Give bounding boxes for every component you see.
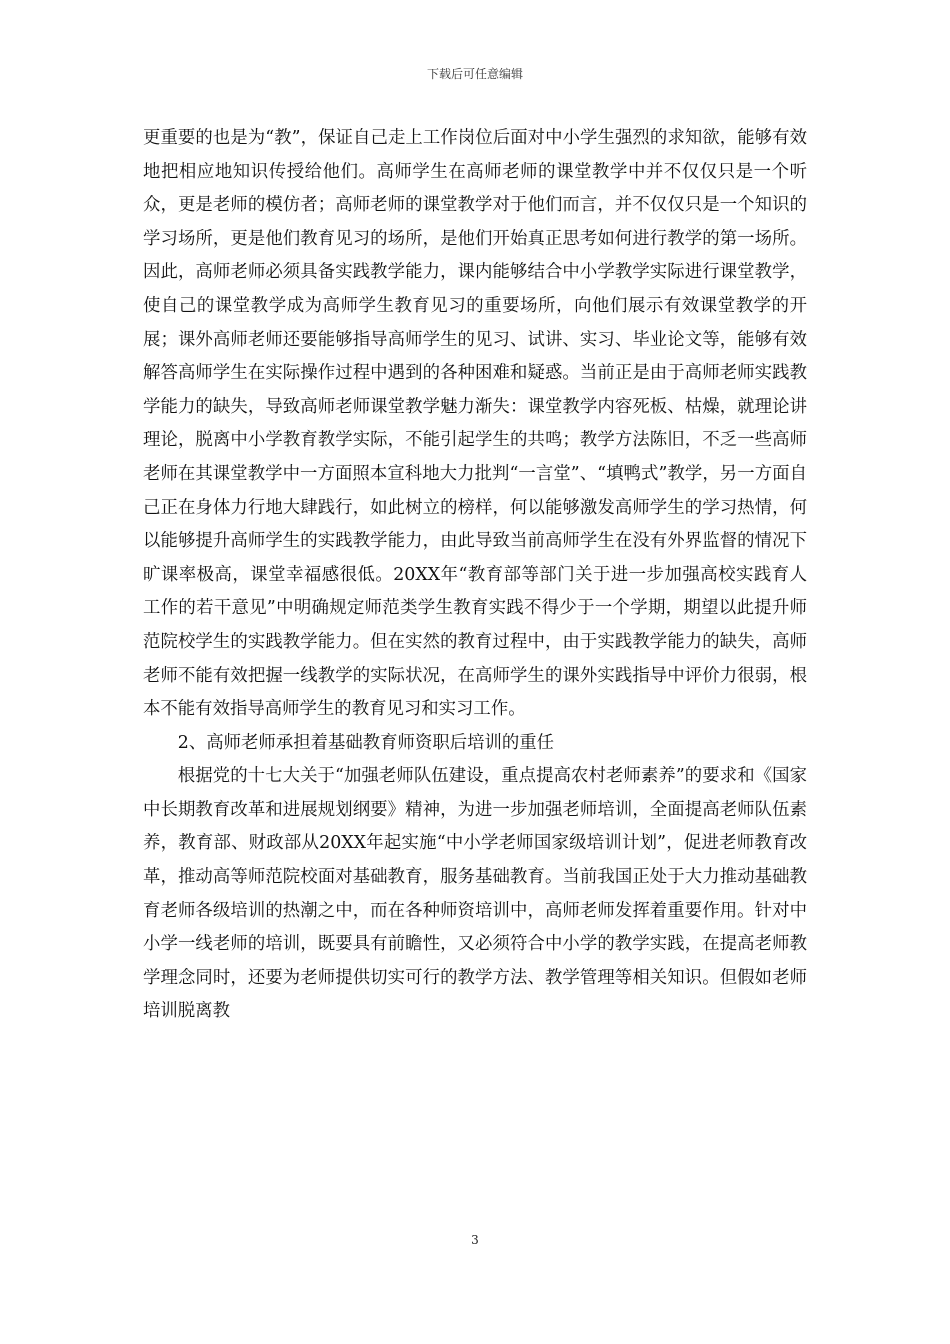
page-number: 3 — [471, 1233, 479, 1247]
body-paragraph-2: 根据党的十七大关于“加强老师队伍建设，重点提高农村老师素养”的要求和《国家中长期教育改革和进展规划纲要》精神，为进一步加强老师培训，全面提高老师队伍素养，教育部、财政部从20XX年起实施“中小学老师国家级培训计划”，促进老师教育改革，推动高等师范院校面对基础教育，服务基础教育。当前我国正处于大力推动基础教育老师各级培训的热潮之中，而在各种师资培训中，高师老师发挥着重要作用。针对中小学一线老师的培训，既要具有前瞻性，又必须符合中小学的教学实践，在提高老师教学理念同时，还要为老师提供切实可行的教学方法、教学管理等相关知识。但假如老师培训脱离教 — [143, 766, 807, 1022]
body-paragraph-1: 更重要的也是为“教”，保证自己走上工作岗位后面对中小学生强烈的求知欲，能够有效地把相应地知识传授给他们。高师学生在高师老师的课堂教学中并不仅仅只是一个听众，更是老师的模仿者；高师老师的课堂教学对于他们而言，并不仅仅只是一个知识的学习场所，更是他们教育见习的场所，是他们开始真正思考如何进行教学的第一场所。因此，高师老师必须具备实践教学能力，课内能够结合中小学教学实际进行课堂教学，使自己的课堂教学成为高师学生教育见习的重要场所，向他们展示有效课堂教学的开展；课外高师老师还要能够指导高师学生的见习、试讲、实习、毕业论文等，能够有效解答高师学生在实际操作过程中遇到的各种困难和疑惑。当前正是由于高师老师实践教学能力的缺失，导致高师老师课堂教学魅力渐失：课堂教学内容死板、枯燥，就理论讲理论，脱离中小学教育教学实际，不能引起学生的共鸣；教学方法陈旧，不乏一些高师老师在其课堂教学中一方面照本宣科地大力批判“一言堂”、“填鸭式”教学，另一方面自己正在身体力行地大肆践行，如此树立的榜样，何以能够激发高师学生的学习热情，何以能够提升高师学生的实践教学能力，由此导致当前高师学生在没有外界监督的情况下旷课率极高，课堂幸福感很低。20XX年“教育部等部门关于进一步加强高校实践育人工作的若干意见”中明确规定师范类学生教育实践不得少于一个学期，期望以此提升师范院校学生的实践教学能力。但在实然的教育过程中，由于实践教学能力的缺失，高师老师不能有效把握一线教学的实际状况，在高师学生的课外实践指导中评价力很弱，根本不能有效指导高师学生的教育见习和实习工作。 — [143, 128, 807, 720]
document-body — [143, 122, 807, 1029]
page-header: 下载后可任意编辑 — [426, 67, 523, 81]
section-heading: 2、高师老师承担着基础教育师资职后培训的重任 — [177, 732, 555, 753]
